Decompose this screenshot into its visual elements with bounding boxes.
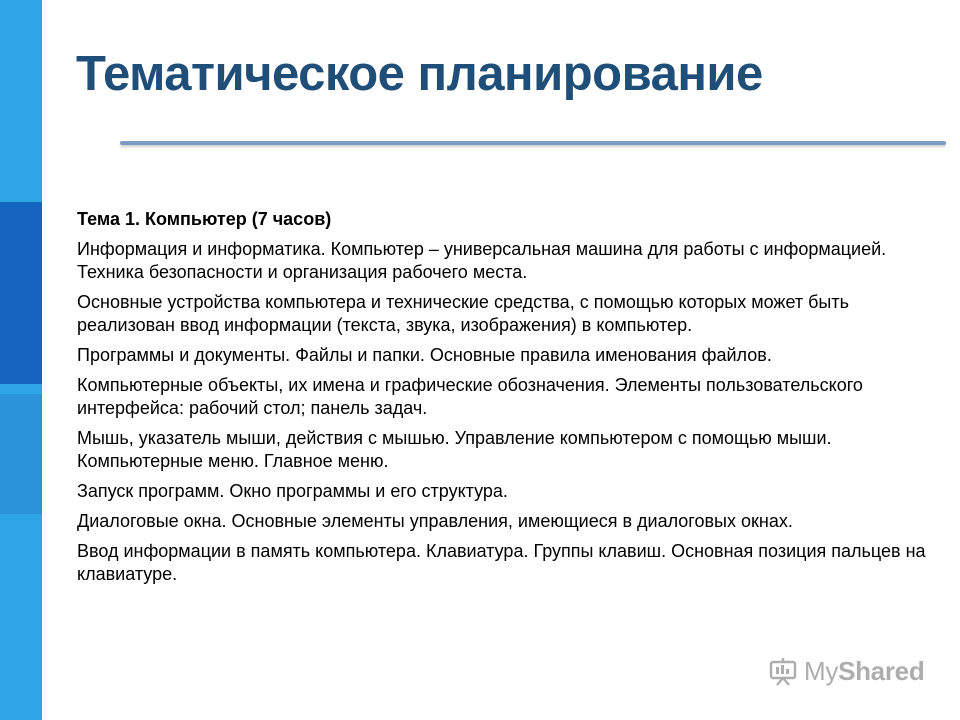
watermark-brand-shared: Shared — [838, 656, 925, 686]
watermark-brand — [804, 656, 924, 687]
paragraph-8: Ввод информации в память компьютера. Клавиатура. Группы клавиш. Основная позиция пальцев на клавиатуре. — [77, 541, 926, 584]
paragraph-5: Мышь, указатель мыши, действия с мышью. Управление компьютером с помощью мыши. Компьютерные меню. Главное меню. — [77, 428, 832, 471]
presentation-board-icon — [768, 657, 798, 687]
mysharedl-watermark — [768, 656, 924, 687]
paragraph-6: Запуск программ. Окно программы и его структура. — [77, 481, 508, 501]
paragraph-1: Информация и информатика. Компьютер – универсальная машина для работы с информацией. Техника безопасности и организация рабочего места. — [77, 239, 887, 282]
paragraph-2: Основные устройства компьютера и технические средства, с помощью которых может быть реализован ввод информации (текста, звука, изображения) в компьютер. — [77, 292, 849, 335]
paragraph-3: Программы и документы. Файлы и папки. Основные правила именования файлов. — [77, 345, 772, 365]
watermark-brand-my: My — [804, 656, 839, 686]
title-divider — [120, 141, 946, 145]
slide-content — [77, 208, 943, 593]
topic-heading: Тема 1. Компьютер (7 часов) — [77, 209, 332, 229]
sidebar-accent-block-light — [0, 394, 42, 514]
paragraph-7: Диалоговые окна. Основные элементы управления, имеющиеся в диалоговых окнах. — [77, 511, 793, 531]
slide-title: Тематическое планирование — [76, 47, 763, 101]
sidebar-accent-block-dark — [0, 202, 42, 384]
paragraph-4: Компьютерные объекты, их имена и графические обозначения. Элементы пользовательского интерфейса: рабочий стол; панель задач. — [77, 375, 863, 418]
